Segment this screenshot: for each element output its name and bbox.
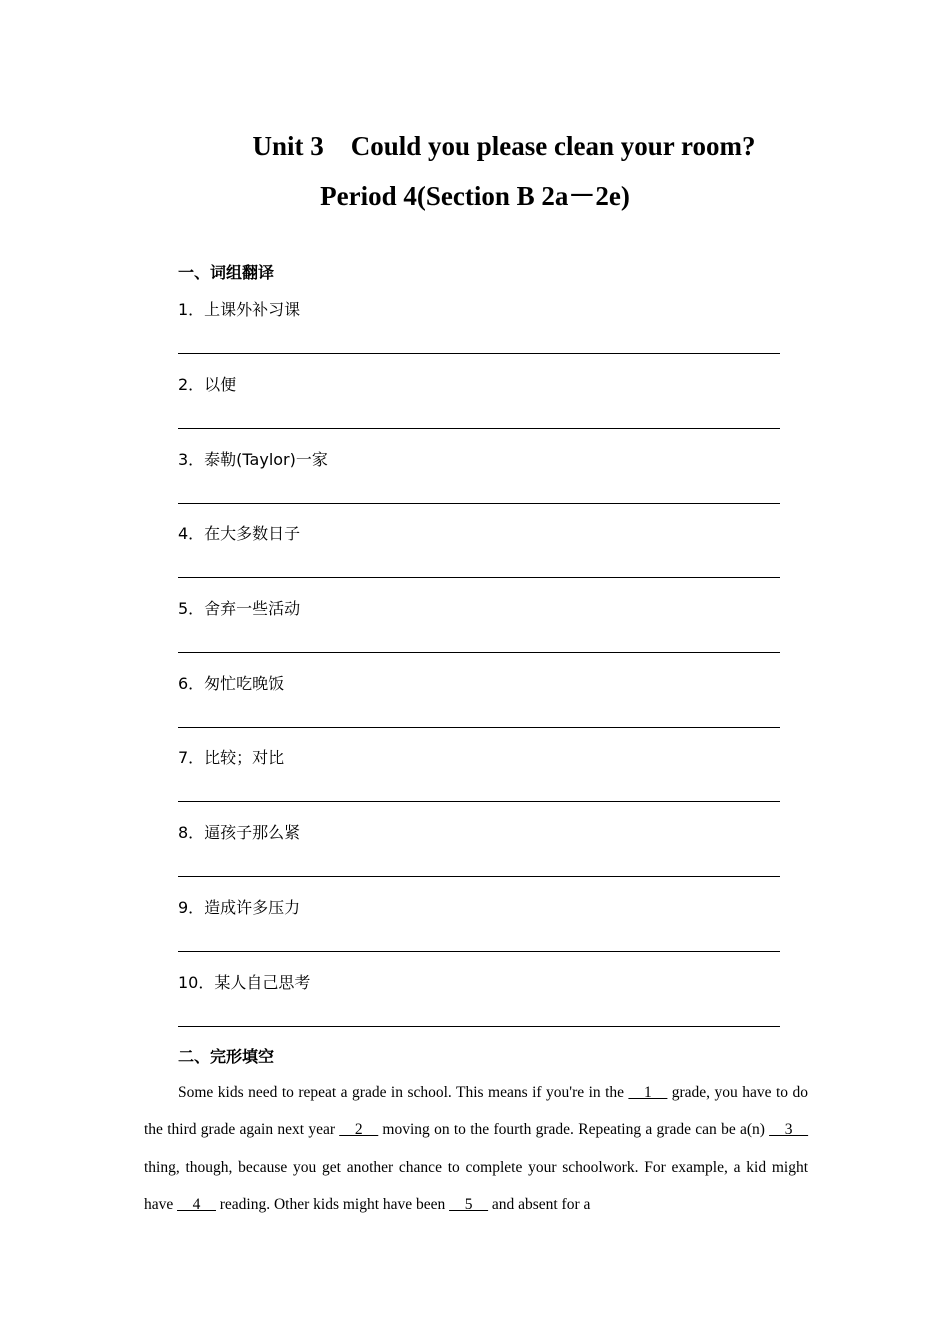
cloze-blank-1[interactable]: __1__ — [628, 1084, 668, 1101]
answer-line[interactable] — [178, 1026, 780, 1027]
passage-text: thing, though, because you get another chance to complete your schoolwork. For example, a kid might have — [144, 1158, 808, 1213]
translation-item: 7．比较；对比 — [178, 748, 285, 767]
translation-item: 6．匆忙吃晚饭 — [178, 674, 285, 693]
passage-text: reading. Other kids might have been — [215, 1195, 450, 1213]
answer-line[interactable] — [178, 652, 780, 653]
page-subtitle: Period 4(Section B 2a－2e) — [320, 181, 630, 211]
page-title: Unit 3 Could you please clean your room? — [252, 131, 756, 161]
translation-item: 2．以便 — [178, 375, 237, 394]
translation-item: 8．逼孩子那么紧 — [178, 823, 301, 842]
cloze-blank-3[interactable]: __3__ — [769, 1121, 809, 1139]
translation-item: 1．上课外补习课 — [178, 300, 301, 319]
answer-line[interactable] — [178, 503, 780, 504]
answer-line[interactable] — [178, 727, 780, 728]
section-heading-translation: 一、词组翻译 — [178, 263, 275, 282]
translation-item: 9．造成许多压力 — [178, 898, 301, 917]
cloze-blank-5[interactable]: __5__ — [449, 1195, 488, 1213]
passage-text: grade, you have to do the third grade again next year — [144, 1084, 808, 1139]
cloze-blank-4[interactable]: __4__ — [177, 1195, 216, 1213]
answer-line[interactable] — [178, 353, 780, 354]
section-heading-cloze: 二、完形填空 — [178, 1047, 275, 1066]
answer-line[interactable] — [178, 577, 780, 578]
translation-item: 3．泰勒(Taylor)一家 — [178, 450, 328, 469]
passage-text: Some kids need to repeat a grade in school. This means if you're in the — [178, 1084, 629, 1101]
answer-line[interactable] — [178, 951, 780, 952]
passage-text: and absent for a — [487, 1195, 591, 1213]
cloze-blank-2[interactable]: __2__ — [339, 1121, 379, 1139]
passage-text: moving on to the fourth grade. Repeating a grade can be a(n) — [378, 1121, 770, 1139]
translation-item: 4．在大多数日子 — [178, 524, 301, 543]
cloze-passage — [144, 1074, 808, 1223]
answer-line[interactable] — [178, 801, 780, 802]
answer-line[interactable] — [178, 428, 780, 429]
translation-item: 5．舍弃一些活动 — [178, 599, 301, 618]
translation-item: 10．某人自己思考 — [178, 973, 311, 992]
answer-line[interactable] — [178, 876, 780, 877]
